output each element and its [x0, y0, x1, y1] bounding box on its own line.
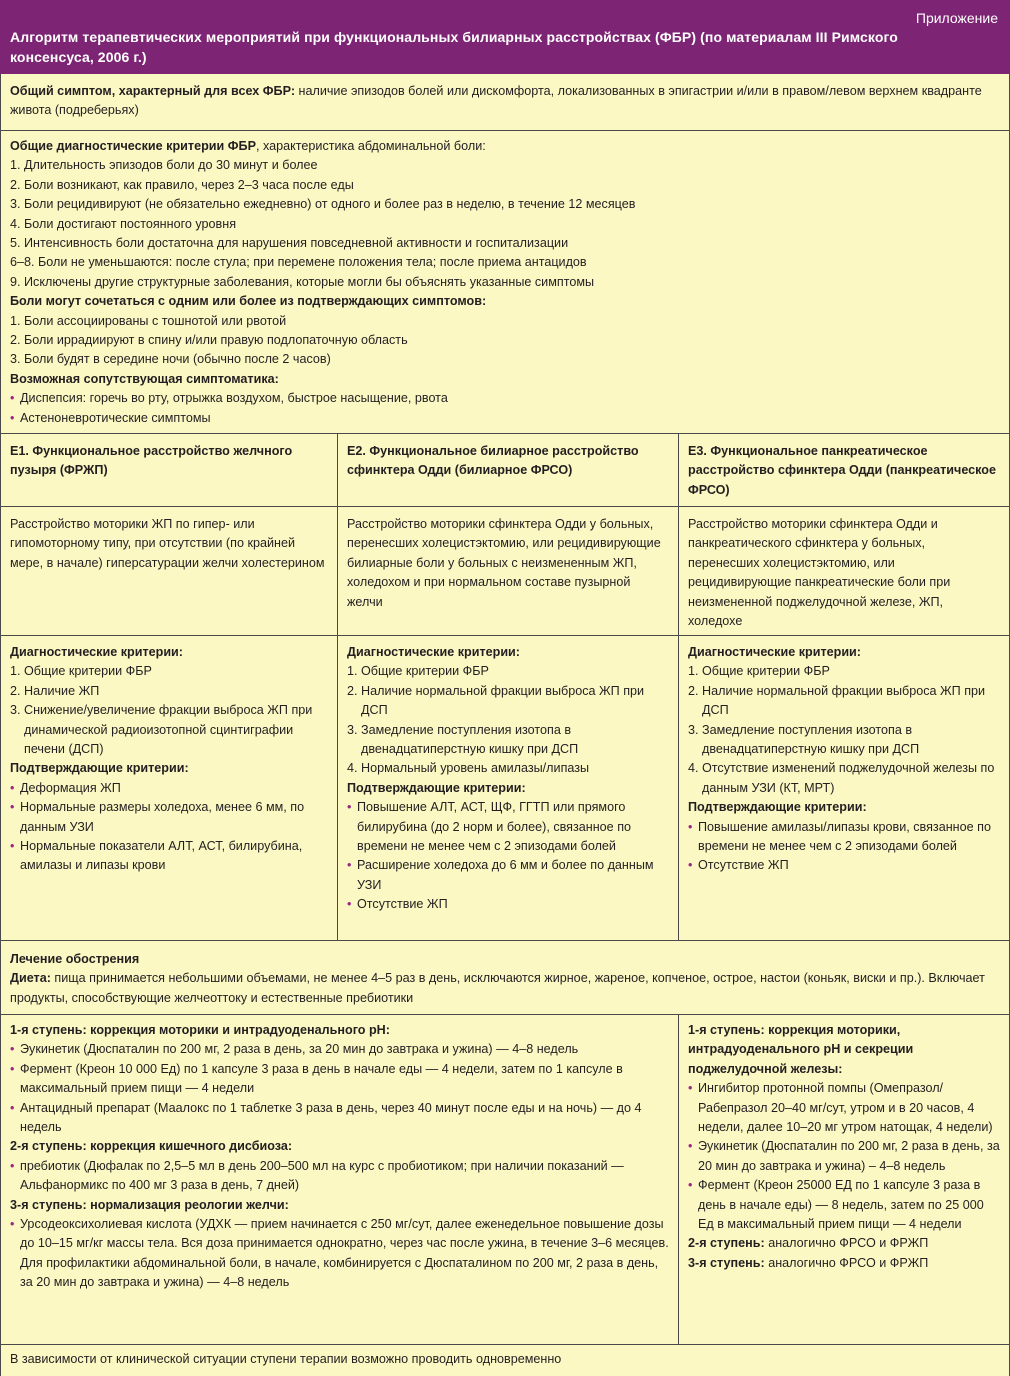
step3-item: • Урсодеоксихолиевая кислота (УДХК — прием начинается с 250 мг/сут, далее еженедельное повышение дозы до 10–15 мг/кг массы тела. Вся доза принимается однократно, через час после ужина, в течение 3–6 месяцев. Для профилактики абдоминальной боли, в начале, комбинируется с Дюспаталином по 200 мг, 2 раза в день, за 20 мин до завтрака и ужина) — 4–8 недель: [10, 1215, 669, 1293]
treatment-title: Лечение обострения: [10, 952, 140, 966]
treatment-steps-row: [1, 1015, 1009, 1345]
step1-label: 1-я ступень: коррекция моторики, интрадуоденального рН и секреции поджелудочной железы:: [688, 1023, 914, 1076]
step2-label: 2-я ступень:: [688, 1236, 765, 1251]
column-criteria-e1: [1, 636, 338, 940]
diag-criteria-item: [10, 682, 328, 701]
item-text: Замедление поступления изотопа в двенадцатиперстную кишку при ДСП: [702, 722, 920, 757]
step1-item: • Фермент (Креон 10 000 Ед) по 1 капсуле 3 раза в день в начале еды — 4 недели, затем по 1 капсуле в максимальный прием пищи — 4 недели: [10, 1060, 669, 1099]
confirm-criteria-label: Подтверждающие критерии:: [10, 761, 189, 776]
column-title-e1: [1, 434, 338, 506]
criteria-item: 1. Длительность эпизодов боли до 30 минут и более: [10, 158, 318, 173]
confirm-criteria-item: • Нормальные показатели АЛТ, АСТ, билирубина, амилазы и липазы крови: [10, 837, 328, 876]
item-text: Наличие нормальной фракции выброса ЖП при ДСП: [702, 683, 986, 718]
common-symptom-text: наличие эпизодов болей или дискомфорта, локализованных в эпигастрии и/или в правом/левом верхнем квадранте живота (подреберьях): [10, 84, 982, 118]
column-title-e2: [338, 434, 679, 506]
criteria-row: [1, 131, 1009, 434]
item-number: 2.: [347, 683, 358, 698]
diag-criteria-label: Диагностические критерии:: [688, 645, 861, 659]
diag-criteria-item: [10, 662, 328, 681]
step2-item: • пребиотик (Дюфалак по 2,5–5 мл в день 200–500 мл на курс с пробиотиком; при наличии показаний — Альфанормикс по 400 мг 3 раза в день, 7 дней): [10, 1157, 669, 1196]
step2-label: 2-я ступень: коррекция кишечного дисбиоза:: [10, 1139, 293, 1154]
assoc-symptoms-label: Возможная сопутствующая симптоматика:: [10, 371, 279, 386]
diag-criteria-label: Диагностические критерии:: [10, 645, 183, 659]
item-text: Снижение/увеличение фракции выброса ЖП при динамической радиоизотопной сцинтиграфии печени (ДСП): [24, 703, 313, 757]
item-number: 1.: [688, 664, 699, 679]
item-number: 3.: [347, 722, 358, 737]
confirm-criteria-item: • Повышение амилазы/липазы крови, связанное по времени не менее чем с 2 эпизодами болей: [688, 818, 1000, 857]
diag-criteria-item: [688, 721, 1000, 760]
diag-criteria-item: [347, 682, 669, 721]
step1-item: • Эукинетик (Дюспаталин по 200 мг, 2 раза в день, за 20 мин до завтрака и ужина) – 4–8 недель: [688, 1137, 1000, 1176]
item-number: 1.: [347, 664, 358, 679]
common-symptom-label: Общий симптом, характерный для всех ФБР:: [10, 84, 296, 98]
confirm-symptom-item: 3. Боли будят в середине ночи (обычно после 2 часов): [10, 352, 331, 367]
step3-description: аналогично ФРСО и ФРЖП: [764, 1255, 929, 1270]
assoc-symptom-item: • Астеноневротические симптомы: [10, 409, 1000, 428]
item-text: Замедление поступления изотопа в двенадцатиперстную кишку при ДСП: [361, 722, 579, 757]
confirm-criteria-item: • Нормальные размеры холедоха, менее 6 мм, по данным УЗИ: [10, 798, 328, 837]
diet-text: [10, 969, 1000, 1008]
item-text: Общие критерии ФБР: [361, 664, 489, 679]
column-titles-row: [1, 434, 1009, 507]
criteria-item: 9. Исключены другие структурные заболевания, которые могли бы объяснять указанные симптомы: [10, 274, 595, 289]
criteria-item: 4. Боли достигают постоянного уровня: [10, 216, 237, 231]
confirm-symptoms-label: Боли могут сочетаться с одним или более из подтверждающих симптомов:: [10, 294, 487, 309]
column-title-text: Е2. Функциональное билиарное расстройство сфинктера Одди (билиарное ФРСО): [347, 444, 639, 478]
column-title-e3: [679, 434, 1009, 506]
item-text: Отсутствие изменений поджелудочной железы по данным УЗИ (КТ, МРТ): [702, 761, 995, 795]
confirm-criteria-item: • Повышение АЛТ, АСТ, ЩФ, ГГТП или прямого билирубина (до 2 норм и более), связанное по времени не менее чем с 2 эпизодами болей: [347, 798, 669, 856]
diet-label: Диета:: [10, 971, 51, 986]
diag-criteria-item: [347, 759, 669, 778]
column-desc-e3: Расстройство моторики сфинктера Одди и панкреатического сфинктера у больных, перенесших холецистэктомию, или рецидивирующие панкреатические боли при неизмененной поджелудочной железе, ЖП, холедохе: [688, 517, 951, 629]
confirm-criteria-item: • Отсутствие ЖП: [347, 895, 669, 914]
criteria-heading: [10, 137, 1000, 156]
step2-description: аналогично ФРСО и ФРЖП: [764, 1236, 929, 1251]
criteria-item: 3. Боли рецидивируют (не обязательно ежедневно) от одного и более раз в неделю, в течение 12 месяцев: [10, 197, 636, 212]
diag-criteria-item: [347, 662, 669, 681]
algorithm-table: [0, 74, 1010, 1376]
step1-label: 1-я ступень: коррекция моторики и интрадуоденального рН:: [10, 1023, 390, 1037]
column-criteria-row: [1, 636, 1009, 941]
item-number: 2.: [688, 683, 699, 698]
step1-item: • Антацидный препарат (Маалокс по 1 таблетке 3 раза в день, через 40 минут после еды и на ночь) — до 4 недель: [10, 1099, 669, 1138]
confirm-criteria-item: • Расширение холедоха до 6 мм и более по данным УЗИ: [347, 856, 669, 895]
column-title-text: Е3. Функциональное панкреатическое расстройство сфинктера Одди (панкреатическое ФРСО): [688, 444, 997, 497]
treatment-row: [1, 941, 1009, 1015]
step1-item: • Ингибитор протонной помпы (Омепразол/Рабепразол 20–40 мг/сут, утром и в 20 часов, 4 недели, далее 10–20 мг утром натощак, 4 недели): [688, 1079, 1000, 1137]
confirm-criteria-item: • Отсутствие ЖП: [688, 856, 1000, 875]
criteria-item: 2. Боли возникают, как правило, через 2–3 часа после еды: [10, 177, 354, 192]
criteria-label: Общие диагностические критерии ФБР: [10, 139, 256, 153]
step3-label: 3-я ступень: нормализация реологии желчи:: [10, 1197, 289, 1212]
criteria-item: 5. Интенсивность боли достаточна для нарушения повседневной активности и госпитализации: [10, 236, 569, 251]
diag-criteria-item: [10, 701, 328, 759]
column-criteria-e2: [338, 636, 679, 940]
footer-row: [1, 1345, 1009, 1376]
column-criteria-e3: [679, 636, 1009, 940]
step2-text: [688, 1234, 1000, 1253]
item-text: Нормальный уровень амилазы/липазы: [361, 761, 590, 776]
step3-text: [688, 1254, 1000, 1273]
item-number: 3.: [10, 703, 21, 718]
confirm-criteria-label: Подтверждающие критерии:: [688, 800, 867, 815]
column-descriptions-row: [1, 507, 1009, 636]
diet-description: пища принимается небольшими объемами, не менее 4–5 раз в день, исключаются жирное, жареное, копченое, острое, настои (коньяк, виски и пр.). Включает продукты, способствующие желчеоттоку и естественные пребиотики: [10, 971, 985, 1005]
treatment-steps-pancreatic: [679, 1015, 1009, 1344]
step3-label: 3-я ступень:: [688, 1255, 765, 1270]
item-text: Наличие нормальной фракции выброса ЖП при ДСП: [361, 683, 645, 718]
step1-item: • Эукинетик (Дюспаталин по 200 мг, 2 раза в день, за 20 мин до завтрака и ужина) — 4–8 недель: [10, 1040, 669, 1059]
column-title-text: Е1. Функциональное расстройство желчного пузыря (ФРЖП): [10, 444, 293, 478]
item-text: Общие критерии ФБР: [702, 664, 830, 679]
confirm-symptom-item: 1. Боли ассоциированы с тошнотой или рвотой: [10, 313, 287, 328]
diag-criteria-item: [688, 682, 1000, 721]
step1-item: • Фермент (Креон 25000 ЕД по 1 капсуле 3 раза в день в начале еды) — 8 недель, затем по 25 000 Ед в максимальный прием пищи — 4 недели: [688, 1176, 1000, 1234]
assoc-symptom-item: • Диспепсия: горечь во рту, отрыжка воздухом, быстрое насыщение, рвота: [10, 389, 1000, 408]
confirm-criteria-label: Подтверждающие критерии:: [347, 780, 526, 795]
diag-criteria-item: [688, 662, 1000, 681]
criteria-label-suffix: , характеристика абдоминальной боли:: [255, 139, 486, 153]
appendix-label: Приложение: [915, 10, 998, 26]
confirm-symptom-item: 2. Боли иррадиируют в спину и/или правую подлопаточную область: [10, 333, 408, 348]
item-text: Наличие ЖП: [24, 683, 100, 698]
criteria-item: 6–8. Боли не уменьшаются: после стула; при перемене положения тела; после приема антацидов: [10, 255, 587, 270]
footer-note: В зависимости от клинической ситуации ступени терапии возможно проводить одновременно: [10, 1352, 562, 1366]
item-text: Общие критерии ФБР: [24, 664, 152, 679]
table-title: Алгоритм терапевтических мероприятий при функциональных билиарных расстройствах (ФБР) (по материалам III Римского консенсуса, 2006 г.): [10, 29, 898, 65]
diag-criteria-item: [347, 721, 669, 760]
item-number: 1.: [10, 664, 21, 679]
confirm-criteria-item: • Деформация ЖП: [10, 779, 328, 798]
diag-criteria-item: [688, 759, 1000, 798]
treatment-steps-ffbr: [1, 1015, 679, 1344]
item-number: 4.: [347, 761, 358, 776]
table-header: [0, 0, 1010, 74]
item-number: 2.: [10, 683, 21, 698]
item-number: 3.: [688, 722, 699, 737]
column-desc-e2: Расстройство моторики сфинктера Одди у больных, перенесших холецистэктомию, или рецидивирующие билиарные боли у больных с неизмененным ЖП, холедохом и при нормальном составе пузырной желчи: [338, 507, 679, 635]
column-desc-e1: Расстройство моторики ЖП по гипер- или гипомоторному типу, при отсутствии (по крайней мере, в начале) гиперсатурации желчи холестерином: [1, 507, 338, 635]
common-symptom-row: [1, 74, 1009, 131]
item-number: 4.: [688, 761, 699, 776]
diag-criteria-label: Диагностические критерии:: [347, 645, 520, 659]
